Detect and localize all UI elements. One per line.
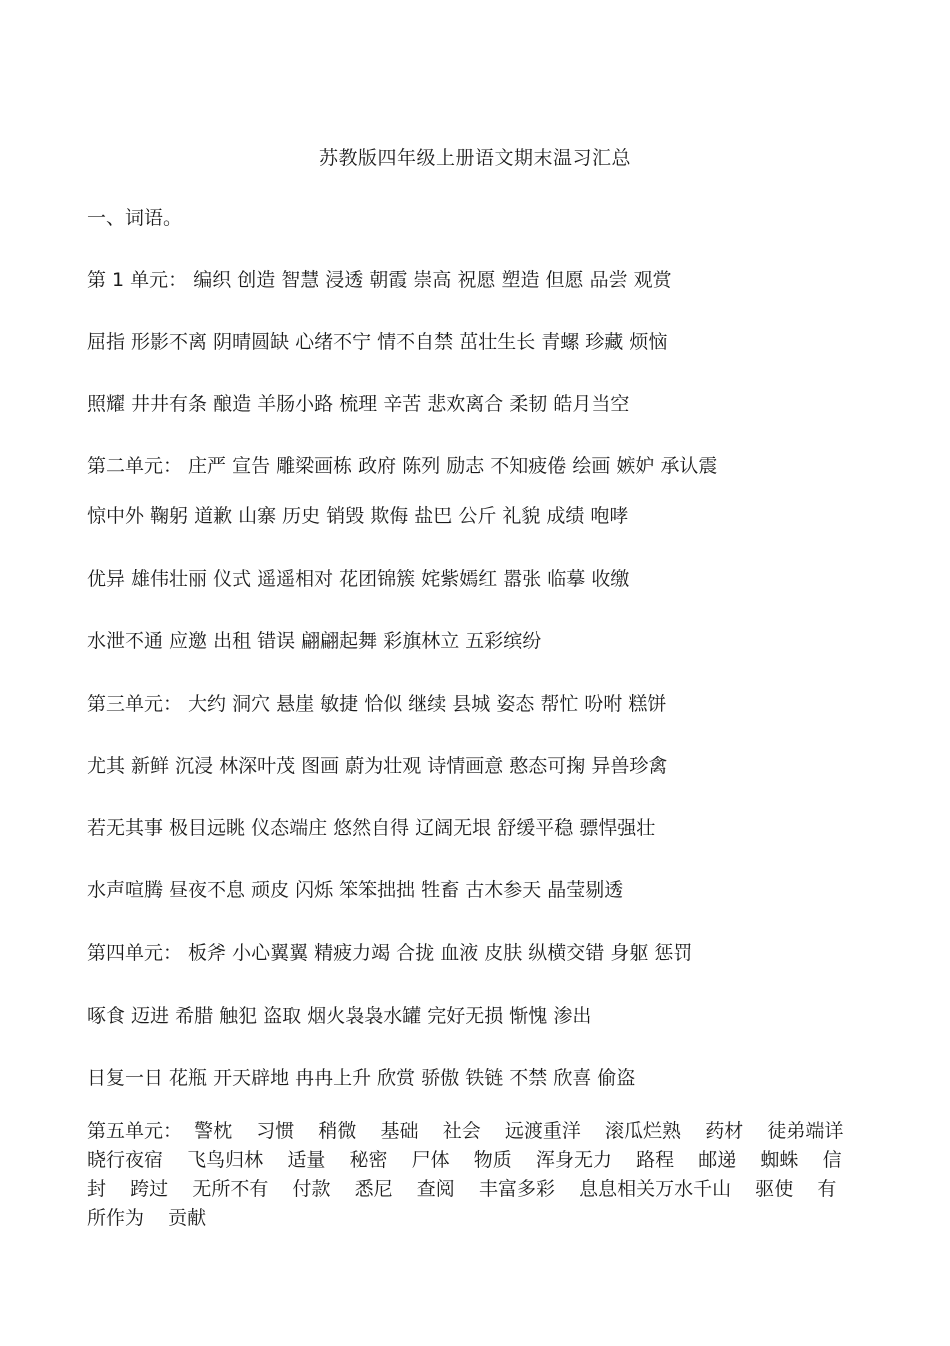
vocab-line: 优异 雄伟壮丽 仪式 遥遥相对 花团锦簇 姹紫嫣红 嚣张 临摹 收缴 — [87, 568, 630, 590]
vocab-line: 水声喧腾 昼夜不息 顽皮 闪烁 笨笨拙拙 牲畜 古木参天 晶莹剔透 — [87, 879, 624, 901]
vocab-line: 第三单元： 大约 洞穴 悬崖 敏捷 恰似 继续 县城 姿态 帮忙 吩咐 糕饼 — [87, 693, 667, 715]
vocab-line: 惊中外 鞠躬 道歉 山寨 历史 销毁 欺侮 盐巴 公斤 礼貌 成绩 咆哮 — [87, 505, 629, 527]
vocab-line: 第四单元： 板斧 小心翼翼 精疲力竭 合拢 血液 皮肤 纵横交错 身躯 惩罚 — [87, 942, 693, 964]
vocab-line: 第二单元： 庄严 宣告 雕梁画栋 政府 陈列 励志 不知疲倦 绘画 嫉妒 承认震 — [87, 455, 718, 477]
vocab-line: 屈指 形影不离 阴晴圆缺 心绪不宁 情不自禁 茁壮生长 青螺 珍藏 烦恼 — [87, 331, 668, 353]
section-heading: 一、词语。 — [87, 207, 183, 229]
vocab-line: 水泄不通 应邀 出租 错误 翩翩起舞 彩旗林立 五彩缤纷 — [87, 630, 542, 652]
document-title: 苏教版四年级上册语文期末温习汇总 — [318, 147, 631, 169]
vocab-line: 照耀 井井有条 酿造 羊肠小路 梳理 辛苦 悲欢离合 柔韧 皓月当空 — [87, 393, 630, 415]
vocab-line: 尤其 新鲜 沉浸 林深叶茂 图画 蔚为壮观 诗情画意 憨态可掬 异兽珍禽 — [87, 755, 668, 777]
vocab-line: 啄食 迈进 希腊 触犯 盗取 烟火袅袅水罐 完好无损 惭愧 渗出 — [87, 1005, 592, 1027]
vocab-line: 若无其事 极目远眺 仪态端庄 悠然自得 辽阔无垠 舒缓平稳 骠悍强壮 — [87, 817, 656, 839]
vocab-line: 日复一日 花瓶 开天辟地 冉冉上升 欣赏 骄傲 铁链 不禁 欣喜 偷盗 — [87, 1067, 636, 1089]
unit5-paragraph: 第五单元： 警枕 习惯 稍微 基础 社会 远渡重洋 滚瓜烂熟 药材 徒弟端详 晓行夜宿 飞鸟归林 适量 秘密 尸体 物质 浑身无力 路程 邮递 蜘蛛 信封 跨过 无所不有 付款 悉尼 查阅 丰富多彩 息息相关万水千山 驱使 有所作为 贡献 — [87, 1120, 868, 1229]
vocab-line: 第 1 单元： 编织 创造 智慧 浸透 朝霞 崇高 祝愿 塑造 但愿 品尝 观赏 — [87, 269, 672, 291]
